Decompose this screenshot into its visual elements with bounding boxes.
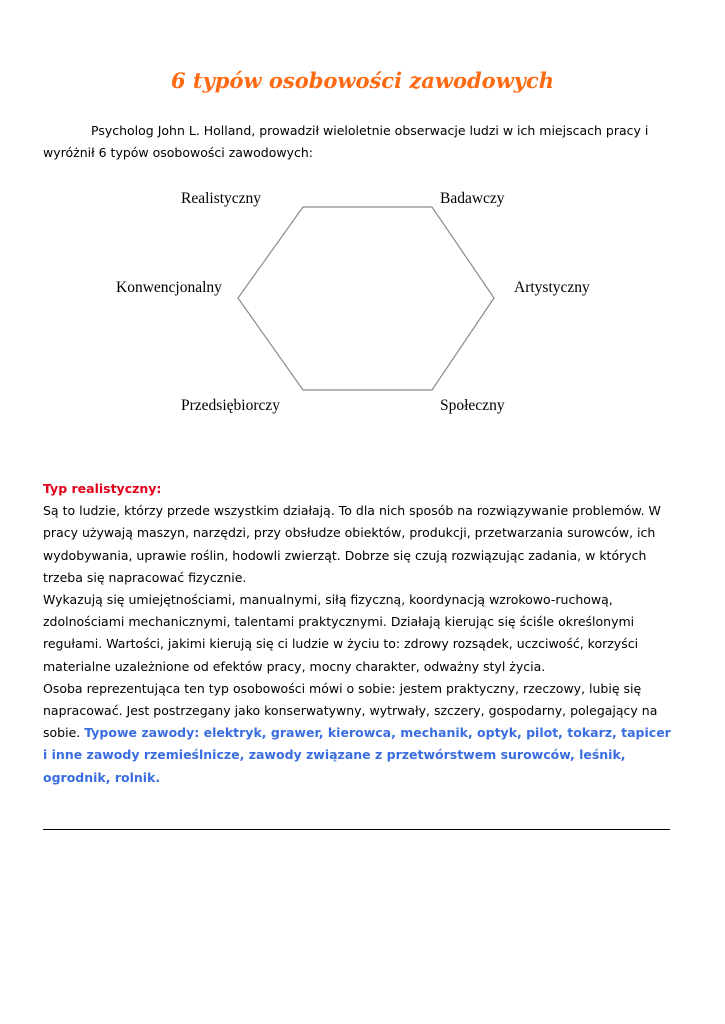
intro-text: Psycholog John L. Holland, prowadził wieloletnie obserwacje ludzi w ich miejscach pracy i wyróżnił 6 typów osobowości zawodowych: (43, 123, 649, 160)
section-heading: Typ realistyczny: (43, 481, 162, 496)
section-paragraph-1: Są to ludzie, którzy przede wszystkim działają. To dla nich sposób na rozwiązywanie problemów. W pracy używają maszyn, narzędzi, przy obsłudze obiektów, produkcji, przetwarzania surowców, ich wydobywania, uprawie roślin, hodowli zwierząt. Dobrze się czują rozwiązując zadania, w których trzeba się napracować fizycznie. (43, 503, 661, 585)
typical-jobs: Typowe zawody: elektryk, grawer, kierowca, mechanik, optyk, pilot, tokarz, tapicer i inne zawody rzemieślnicze, zawody związane z przetwórstwem surowców, leśnik, ogrodnik, rolnik. (43, 725, 671, 785)
label-realistyczny: Realistyczny (181, 190, 262, 207)
label-spoleczny: Społeczny (440, 397, 505, 414)
self-description: Osoba reprezentująca ten typ osobowości mówi o sobie: jestem praktyczny, rzeczowy, lubię się napracować. Jest postrzegany jako konserwatywny, wytrwały, szczery, gospodarny, polegający na sobie. (43, 680, 658, 741)
section-paragraph-2: Wykazują się umiejętnościami, manualnymi, siłą fizyczną, koordynacją wzrokowo-ruchową, zdolnościami mechanicznymi, talentami praktycznymi. Działają kierując się ściśle określonymi regułami. Wartości, jakimi kierują się ci ludzie w życiu to: zdrowy rozsądek, uczciwość, korzyści materialne uzależnione od efektów pracy, mocny charakter, odważny styl życia. (43, 592, 639, 674)
label-przedsiebiorczy: Przedsiębiorczy (181, 397, 280, 414)
label-badawczy: Badawczy (440, 190, 505, 207)
intro-paragraph (43, 120, 673, 164)
holland-hexagon-diagram (100, 180, 620, 425)
realistic-type-section (43, 478, 675, 789)
hexagon-shape (238, 207, 494, 390)
label-artystyczny: Artystyczny (514, 279, 590, 296)
section-paragraph-3 (43, 678, 675, 789)
label-konwencjonalny: Konwencjonalny (116, 279, 222, 296)
page-title: 6 typów osobowości zawodowych (170, 68, 555, 93)
horizontal-rule (43, 829, 670, 830)
